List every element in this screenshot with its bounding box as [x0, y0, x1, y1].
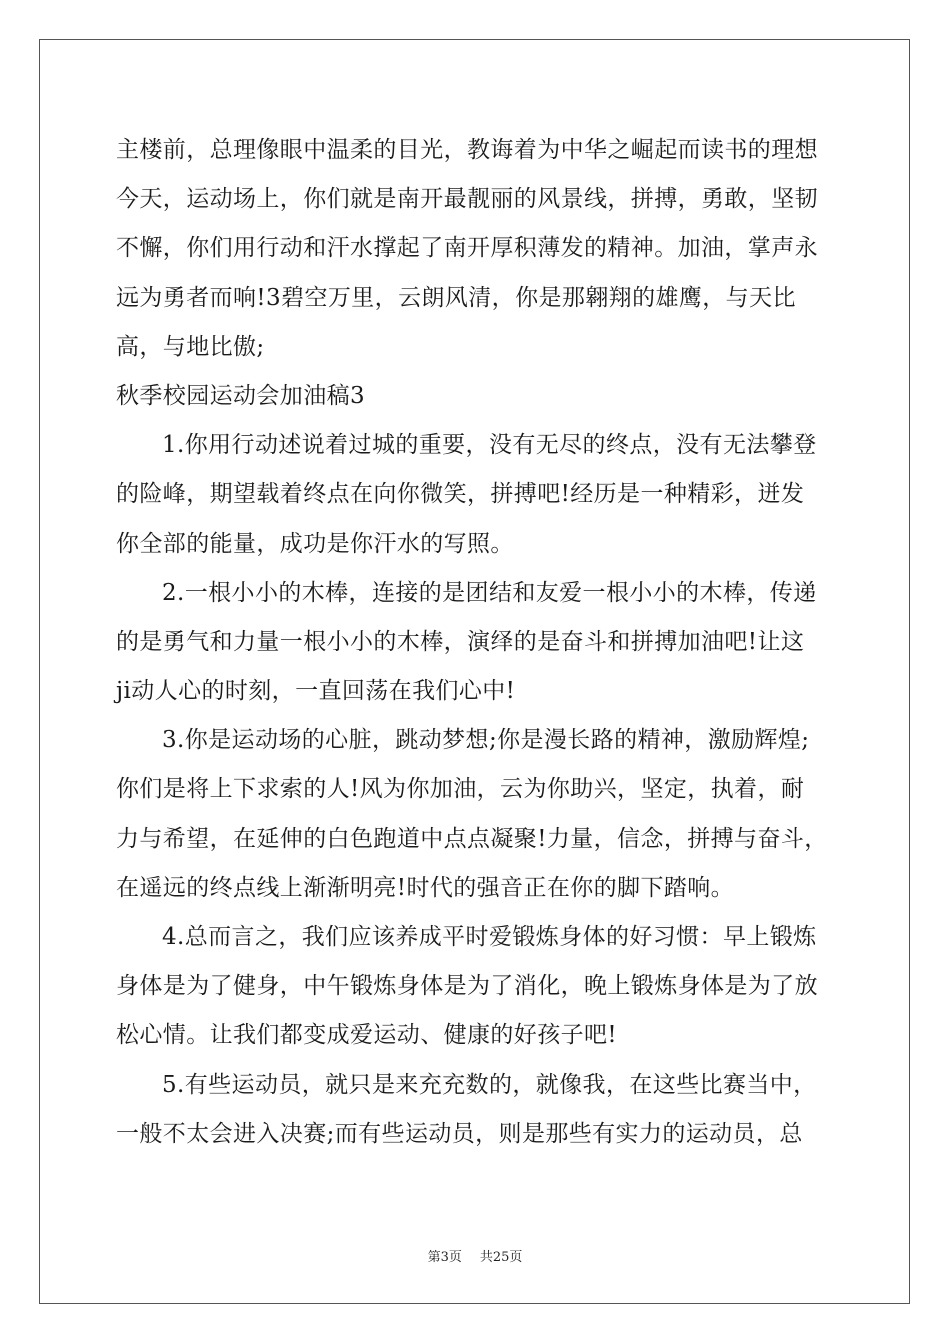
text-line: 主楼前，总理像眼中温柔的目光，教诲着为中华之崛起而读书的理想 — [116, 137, 818, 163]
text-line: 在遥远的终点线上渐渐明亮!时代的强音正在你的脚下踏响。 — [116, 874, 735, 901]
text-line: 3.你是运动场的心脏，跳动梦想;你是漫长路的精神，激励辉煌; — [162, 727, 810, 754]
page-footer — [0, 1246, 950, 1265]
text-line: 秋季校园运动会加油稿3 — [116, 382, 366, 409]
text-line: 的险峰，期望载着终点在向你微笑，拼搏吧!经历是一种精彩，迸发 — [116, 481, 805, 508]
text-line: 松心情。让我们都变成爱运动、健康的好孩子吧! — [116, 1022, 618, 1049]
text-line: 你们是将上下求索的人!风为你加油，云为你助兴，坚定，执着，耐 — [116, 776, 805, 803]
page-number: 第3页 — [427, 1250, 462, 1265]
text-line: 你全部的能量，成功是你汗水的写照。 — [116, 530, 514, 557]
text-line: 2.一根小小的木棒，连接的是团结和友爱一根小小的木棒，传递 — [162, 579, 817, 606]
text-line: 力与希望，在延伸的白色跑道中点点凝聚!力量，信念，拼搏与奋斗， — [116, 825, 828, 852]
text-line: 高，与地比傲; — [116, 333, 265, 360]
text-line: 一般不太会进入决赛;而有些运动员，则是那些有实力的运动员，总 — [116, 1120, 803, 1147]
text-line: 5.有些运动员，就只是来充充数的，就像我，在这些比赛当中， — [162, 1071, 817, 1098]
document-body — [116, 126, 836, 1159]
text-line: 远为勇者而响!3碧空万里，云朗风清，你是那翱翔的雄鹰，与天比 — [116, 284, 796, 311]
text-line: 4.总而言之，我们应该养成平时爱锻炼身体的好习惯：早上锻炼 — [162, 924, 817, 950]
page-total: 共25页 — [479, 1250, 523, 1265]
text-line: 不懈，你们用行动和汗水撑起了南开厚积薄发的精神。加油，掌声永 — [116, 235, 818, 262]
text-line: ji动人心的时刻，一直回荡在我们心中! — [116, 678, 516, 705]
text-line: 的是勇气和力量一根小小的木棒，演绎的是奋斗和拼搏加油吧!让这 — [116, 628, 805, 655]
text-line: 身体是为了健身，中午锻炼身体是为了消化，晚上锻炼身体是为了放 — [116, 973, 818, 1000]
text-line: 1.你用行动述说着过城的重要，没有无尽的终点，没有无法攀登 — [162, 432, 817, 459]
text-line: 今天，运动场上，你们就是南开最靓丽的风景线，拼搏，勇敢，坚韧 — [116, 186, 818, 213]
